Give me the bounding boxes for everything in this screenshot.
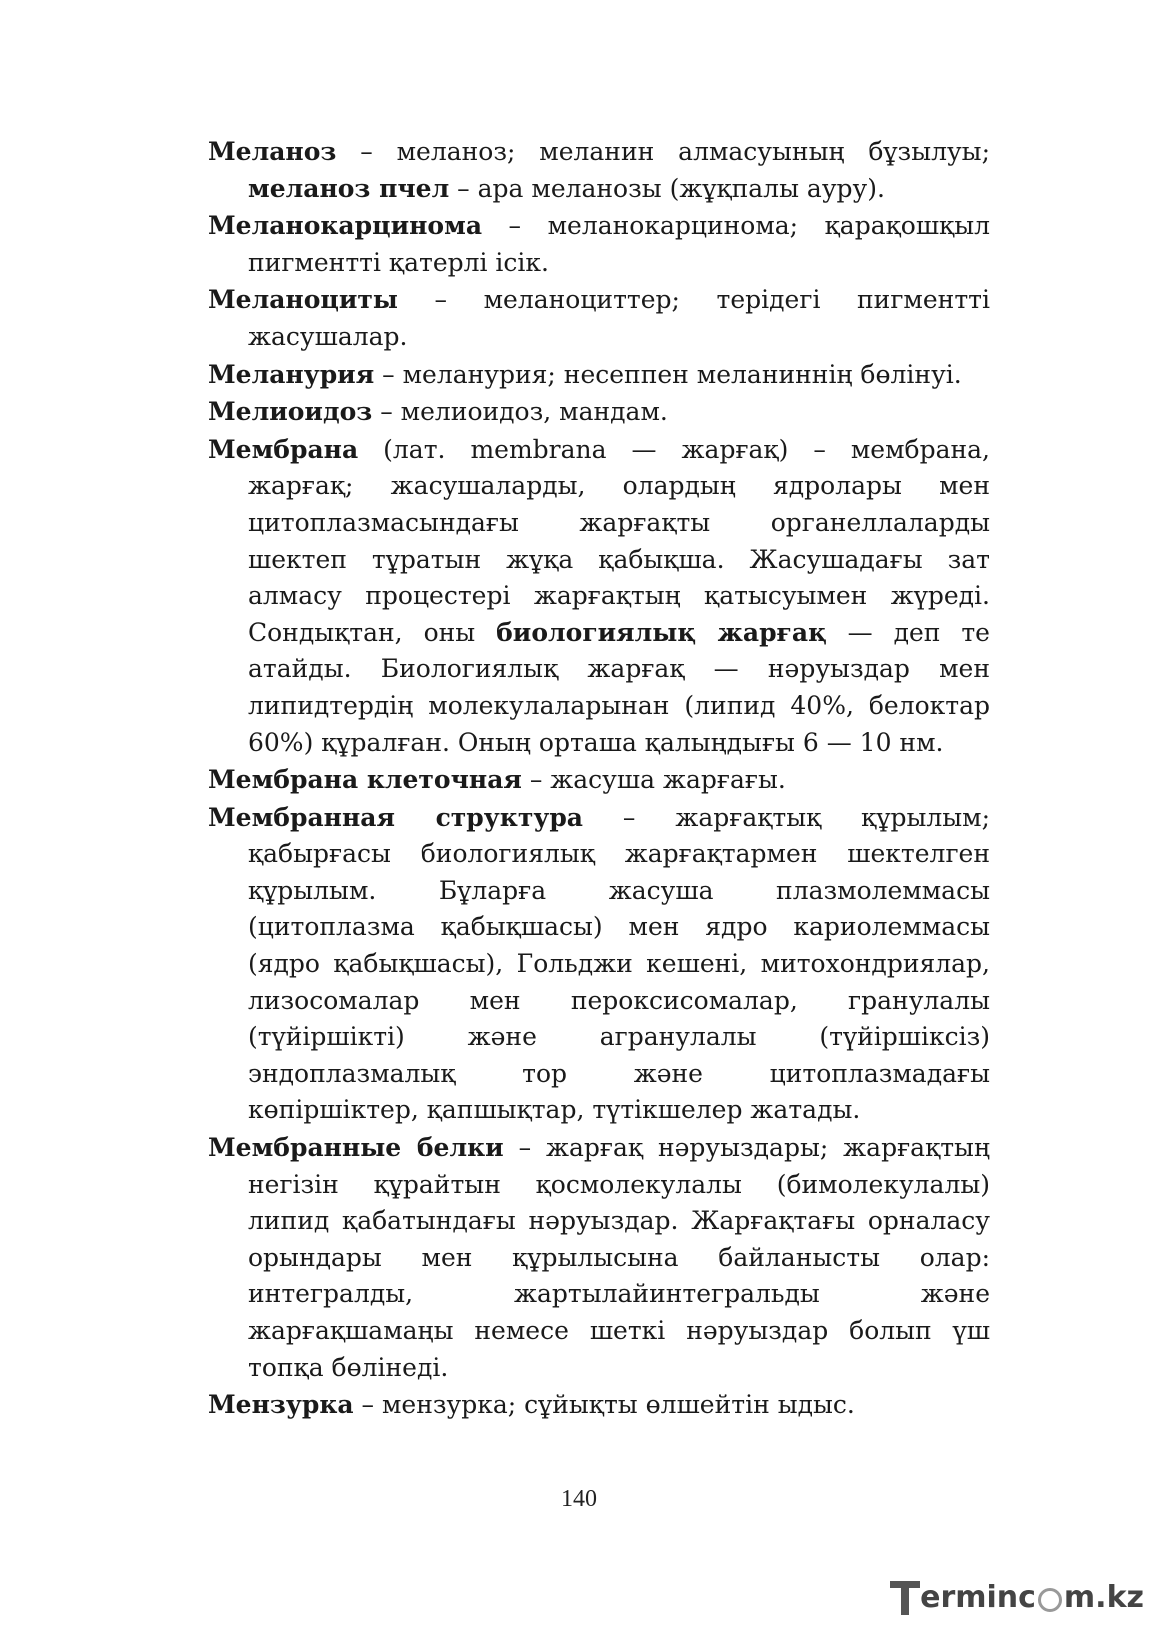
watermark-text-part2: m.kz bbox=[1063, 1579, 1144, 1615]
entry-term: Мелиоидоз bbox=[208, 397, 373, 427]
watermark-o-ring-icon bbox=[1038, 1588, 1062, 1612]
entry-definition: – жарғақтық құрылым; қабырғасы биологиялық жарғақтармен шектелген құрылым. Бұларға жасуша плазмолеммасы (цитоплазма қабықшасы) мен ядро кариолеммасы (ядро қабықшасы), Гольджи кешені, митохондриялар, лизосомалар мен пероксисомалар, гранулалы (түйіршікті) және агранулалы (түйіршіксіз) эндоплазмалық тор және цитоплазмадағы көпіршіктер, қапшықтар, түтікшелер жатады. bbox=[248, 802, 990, 1125]
entry-membrana-kletochnaya bbox=[208, 762, 990, 799]
entry-definition: – меланоциттер; терідегі пигментті жасушалар. bbox=[248, 285, 990, 351]
entry-definition-continued: — деп те атайды. Биологиялық жарғақ — нәруыздар мен липидтердің молекулаларынан (липид 40%, белоктар 60%) құралған. Оның орташа қалыңдығы 6 — 10 нм. bbox=[248, 617, 990, 757]
entry-definition-continued: – ара меланозы (жұқпалы ауру). bbox=[449, 173, 885, 203]
entry-term: Мензурка bbox=[208, 1390, 354, 1420]
terminkom-watermark-logo bbox=[890, 1575, 1144, 1619]
entry-term: Меланоциты bbox=[208, 285, 398, 315]
entry-definition: (лат. membrana — жарғақ) – мембрана, жарғақ; жасушаларды, олардың ядролары мен цитоплазмасындағы жарғақты органеллаларды шектеп тұратын жұқа қабықша. Жасушадағы зат алмасу процестері жарғақтың қатысуымен жүреді. Сондықтан, оны bbox=[248, 434, 990, 647]
entry-definition: – меланоз; меланин алмасуының бұзылуы; bbox=[336, 137, 990, 166]
entry-membrannye-belki bbox=[208, 1130, 990, 1386]
entry-term: Мембрана клеточная bbox=[208, 765, 522, 795]
entry-membrana bbox=[208, 432, 990, 761]
entry-term: Меланоз bbox=[208, 137, 337, 166]
entry-definition: – жасуша жарғағы. bbox=[521, 765, 786, 795]
entry-melanuria bbox=[208, 357, 990, 394]
entry-menzurka bbox=[208, 1387, 990, 1424]
entry-definition: – меланурия; несеппен меланиннің бөлінуі. bbox=[374, 359, 962, 389]
entry-definition: – мелиоидоз, мандам. bbox=[372, 397, 668, 427]
entry-term: Меланокарцинома bbox=[208, 211, 483, 241]
entry-subterm: меланоз пчел bbox=[248, 173, 450, 203]
entry-melanoz bbox=[208, 134, 990, 207]
entry-term: Меланурия bbox=[208, 359, 375, 389]
page-number: 140 bbox=[561, 1486, 597, 1512]
entry-term: Мембрана bbox=[208, 434, 359, 464]
entry-definition: – меланокарцинома; қарақошқыл пигментті қатерлі ісік. bbox=[248, 211, 990, 277]
entry-term: Мембранные белки bbox=[208, 1133, 504, 1163]
watermark-text-part1: erminc bbox=[920, 1579, 1036, 1615]
entry-melioidoz bbox=[208, 394, 990, 431]
entry-melanocyty bbox=[208, 282, 990, 355]
entry-definition: – жарғақ нәруыздары; жарғақтың негізін құрайтын қосмолекулалы (бимолекулалы) липид қабатындағы нәруыздар. Жарғақтағы орналасу орындары мен құрылысына байланысты олар: интегралды, жартылайинтегральды және жарғақшамаңы немесе шеткі нәруыздар болып үш топқа бөлінеді. bbox=[248, 1133, 990, 1382]
entry-melanokarcinoma bbox=[208, 208, 990, 281]
entry-term: Мембранная структура bbox=[208, 802, 584, 832]
watermark-t-glyph bbox=[890, 1579, 920, 1615]
dictionary-page bbox=[208, 134, 990, 1425]
entry-subterm: биологиялық жарғақ bbox=[496, 617, 827, 647]
entry-definition: – мензурка; сұйықты өлшейтін ыдыс. bbox=[353, 1390, 855, 1420]
entry-membrannaya-struktura bbox=[208, 800, 990, 1129]
